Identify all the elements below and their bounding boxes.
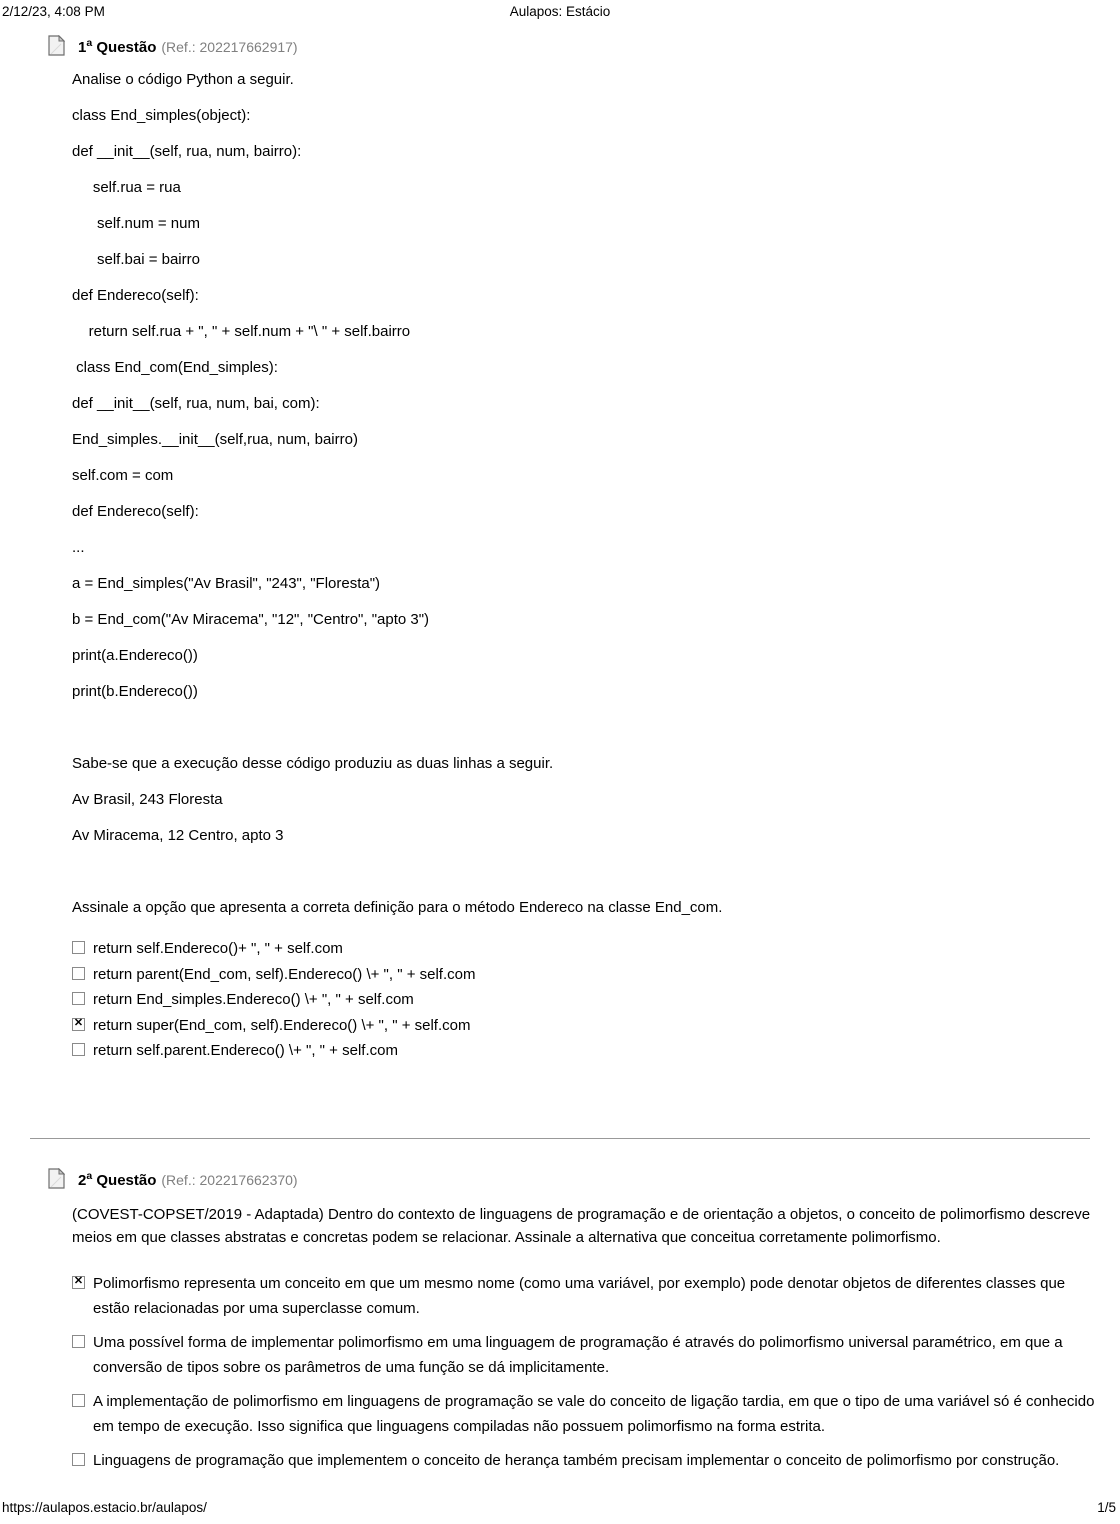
question-1-body: [0, 62, 1120, 926]
question-2-title-word: Questão: [96, 1171, 157, 1189]
checkbox-unchecked-icon[interactable]: [72, 992, 85, 1005]
code-line: self.num = num: [72, 215, 200, 232]
section-gap: [0, 1064, 1120, 1138]
code-line: return self.rua + ", " + self.num + "\ " + self.bairro: [72, 323, 411, 340]
print-footer-page: 1/5: [1097, 1500, 1116, 1515]
code-line: self.bai = bairro: [72, 251, 200, 268]
question-2-ordinal: a: [86, 1169, 93, 1182]
checkbox-unchecked-icon[interactable]: [72, 967, 85, 980]
print-header: [0, 4, 1120, 22]
option-label: A implementação de polimorfismo em linguagens de programação se vale do conceito de ligação tardia, em que o tipo de uma variável só é conhecido em tempo de execução. Isso significa que linguagens compiladas não possuem polimorfismo na forma estrita.: [93, 1392, 1095, 1435]
document-icon: [48, 1168, 65, 1189]
question-2-statement: (COVEST-COPSET/2019 - Adaptada) Dentro do contexto de linguagens de programação e de orientação a objetos, o conceito de polimorfismo descreve meios em que classes abstratas e concretas podem se relacionar. Assinale a alternativa que conceitua corretamente polimorfismo.: [72, 1205, 1091, 1246]
code-line: class End_com(End_simples):: [72, 359, 278, 376]
question-1-title-word: Questão: [96, 39, 157, 56]
result-spacer: [72, 854, 1090, 890]
option-label: return self.Endereco()+ ", " + self.com: [93, 940, 343, 957]
code-line: self.com = com: [72, 467, 174, 484]
code-line: def Endereco(self):: [72, 287, 199, 304]
option-label: return self.parent.Endereco() \+ ", " + self.com: [93, 1042, 398, 1059]
code-line: def Endereco(self):: [72, 503, 199, 520]
question-2-ref: (Ref.: 202217662370): [161, 1171, 298, 1188]
question-1-ref: (Ref.: 202217662917): [161, 39, 298, 55]
question-block-1: [0, 36, 1120, 1064]
question-1-options: [0, 936, 1120, 1064]
option-row-selected[interactable]: [72, 1271, 1096, 1322]
code-spacer: [72, 710, 1090, 746]
option-label: return parent(End_com, self).Endereco() \+ ", " + self.com: [93, 965, 476, 983]
option-label: Polimorfismo representa um conceito em que um mesmo nome (como uma variável, por exemplo) pode denotar objetos de diferentes classes que estão relacionadas por uma superclasse comum.: [93, 1274, 1066, 1317]
result-line: Av Brasil, 243 Floresta: [72, 791, 223, 808]
code-line: b = End_com("Av Miracema", "12", "Centro", "apto 3"): [72, 611, 430, 628]
code-line: ...: [72, 539, 85, 556]
code-line: def __init__(self, rua, num, bairro):: [72, 143, 302, 160]
exam-content: [0, 36, 1120, 1481]
option-row-selected[interactable]: [72, 1013, 1096, 1039]
question-1-header: [0, 36, 1120, 62]
question-2-number: 2: [78, 1171, 87, 1189]
code-line: print(a.Endereco()): [72, 647, 198, 664]
question-1-result-intro: Sabe-se que a execução desse código produziu as duas linhas a seguir.: [72, 755, 554, 772]
option-row[interactable]: [72, 1448, 1096, 1474]
checkbox-unchecked-icon[interactable]: [72, 941, 85, 954]
print-footer-url: https://aulapos.estacio.br/aulapos/: [2, 1500, 207, 1515]
section-gap-2: [0, 1139, 1120, 1169]
code-line: End_simples.__init__(self,rua, num, bairro): [72, 431, 358, 448]
print-header-title: Aulapos: Estácio: [509, 4, 611, 19]
option-row[interactable]: [72, 962, 1096, 988]
code-line: self.rua = rua: [72, 179, 181, 196]
checkbox-unchecked-icon[interactable]: [72, 1335, 85, 1348]
question-1-intro: Analise o código Python a seguir.: [72, 71, 294, 88]
document-icon: [48, 35, 65, 56]
option-row[interactable]: [72, 936, 1096, 962]
question-1-title: [78, 39, 156, 56]
question-2-title: [78, 1169, 157, 1189]
question-2-options: [0, 1271, 1120, 1474]
option-row[interactable]: [72, 1389, 1096, 1440]
question-1-prompt: Assinale a opção que apresenta a correta definição para o método Endereco na classe End_com.: [72, 899, 723, 916]
option-label: return super(End_com, self).Endereco() \+ ", " + self.com: [93, 1016, 471, 1034]
option-row[interactable]: [72, 987, 1096, 1013]
checkbox-unchecked-icon[interactable]: [72, 1394, 85, 1407]
code-line: a = End_simples("Av Brasil", "243", "Floresta"): [72, 575, 381, 592]
print-header-datetime: 2/12/23, 4:08 PM: [2, 4, 105, 19]
option-row[interactable]: [72, 1330, 1096, 1381]
option-label: Linguagens de programação que implementem o conceito de herança também precisam implementar o conceito de polimorfismo por construção.: [93, 1451, 1060, 1469]
checkbox-checked-icon[interactable]: [72, 1276, 85, 1289]
question-block-2: [0, 1169, 1120, 1474]
code-line: class End_simples(object):: [72, 107, 251, 124]
checkbox-unchecked-icon[interactable]: [72, 1043, 85, 1056]
option-label: return End_simples.Endereco() \+ ", " + self.com: [93, 991, 414, 1008]
question-1-ordinal: a: [86, 37, 93, 49]
question-1-number: 1: [78, 39, 87, 56]
option-label: Uma possível forma de implementar polimorfismo em uma linguagem de programação é através do polimorfismo universal paramétrico, em que a conversão de tipos sobre os parâmetros de uma função se dá implicitamente.: [93, 1333, 1063, 1376]
option-row[interactable]: [72, 1038, 1096, 1064]
code-line: print(b.Endereco()): [72, 683, 198, 700]
print-footer: [0, 1500, 1120, 1518]
result-line: Av Miracema, 12 Centro, apto 3: [72, 827, 284, 844]
checkbox-unchecked-icon[interactable]: [72, 1453, 85, 1466]
question-2-header: [0, 1169, 1120, 1195]
checkbox-checked-icon[interactable]: [72, 1018, 85, 1031]
code-line: def __init__(self, rua, num, bai, com):: [72, 395, 320, 412]
